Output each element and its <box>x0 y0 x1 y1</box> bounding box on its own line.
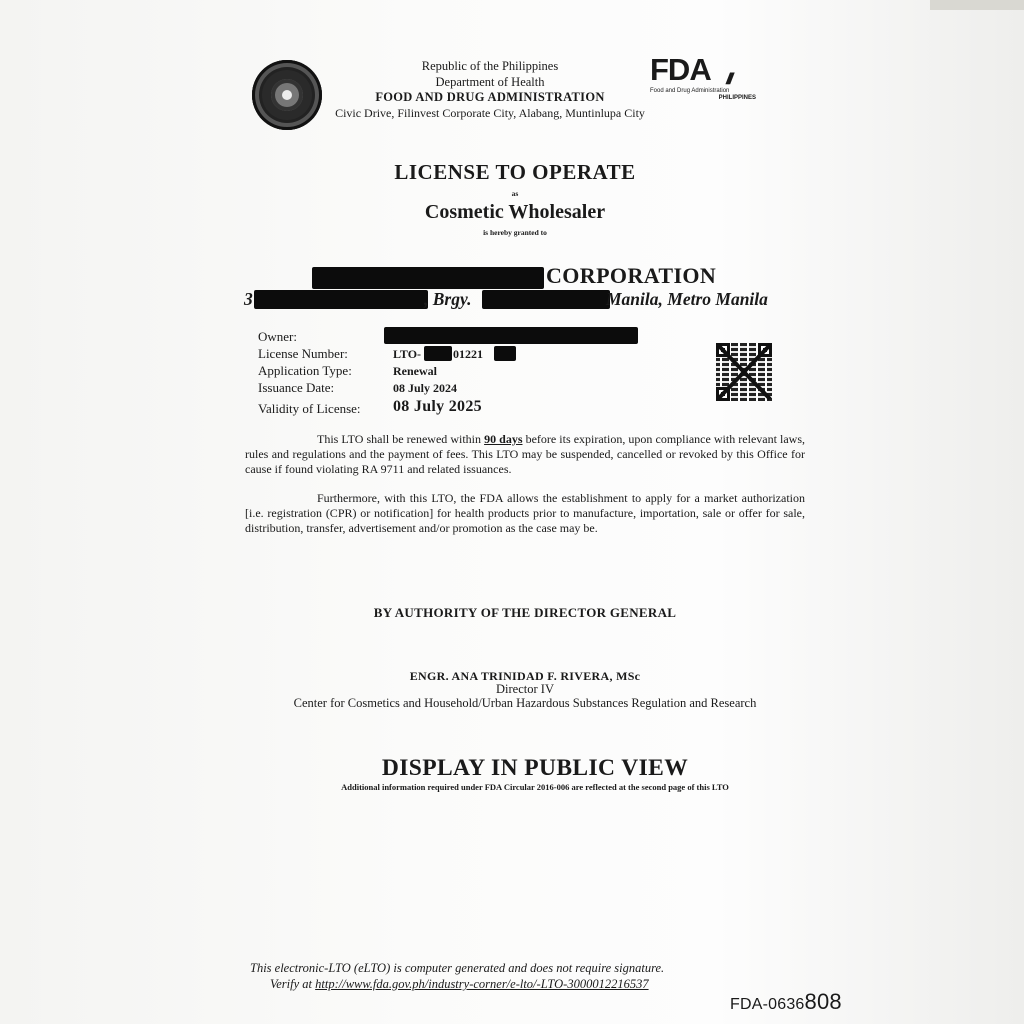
header-address: Civic Drive, Filinvest Corporate City, Alabang, Muntinlupa City <box>335 105 645 120</box>
authorization-paragraph: Furthermore, with this LTO, the FDA allows the establishment to apply for a market authorization [i.e. registration (CPR) or notification] for health products prior to manufacture, importation, sale or offer for sale, distribution, transfer, advertisement and/or promotion as the case may be. <box>245 491 805 535</box>
address-brgy: , Brgy. <box>424 289 472 309</box>
title-granted: is hereby granted to <box>483 228 547 237</box>
validity-label: Validity of License: <box>258 401 361 416</box>
header-agency: FOOD AND DRUG ADMINISTRATION <box>375 90 605 104</box>
footer-verify <box>270 977 649 992</box>
authority-line: BY AUTHORITY OF THE DIRECTOR GENERAL <box>373 605 677 620</box>
renewal-days: 90 days <box>484 432 523 446</box>
display-note: Additional information required under FDA Circular 2016-006 are reflected at the second page of this LTO <box>341 782 729 792</box>
company-name-suffix: CORPORATION <box>546 263 717 288</box>
application-type-label: Application Type: <box>258 363 352 378</box>
issuance-date-value: 08 July 2024 <box>393 381 458 395</box>
display-heading: DISPLAY IN PUBLIC VIEW <box>381 755 689 781</box>
license-number-label: License Number: <box>258 346 348 361</box>
control-number <box>730 989 842 1015</box>
signatory-position: Director IV <box>496 682 554 696</box>
redaction-owner <box>384 327 638 344</box>
header-block <box>320 59 660 121</box>
license-category: Cosmetic Wholesaler <box>424 201 606 223</box>
doh-seal-logo <box>252 60 322 130</box>
qr-strikeout-icon <box>716 343 772 401</box>
footer-verify-link[interactable]: http://www.fda.gov.ph/industry-corner/e-lto/-LTO-3000012216537 <box>315 977 649 991</box>
redaction-barangay <box>482 290 610 309</box>
fda-logo <box>650 52 762 101</box>
renewal-text-b: before its expiration, upon compliance with relevant laws, rules and regulations and the payment of fees. This LTO may be suspended, cancelled or revoked by this Office for cause if found violating RA 9711 and related issuances. <box>245 432 805 476</box>
redaction-company-name <box>312 267 544 289</box>
footer-verify-prefix: Verify at <box>270 977 316 991</box>
signatory-name: ENGR. ANA TRINIDAD F. RIVERA, MSc <box>409 669 641 683</box>
redaction-street <box>254 290 428 309</box>
validity-value: 08 July 2025 <box>393 398 482 415</box>
redaction-license-b <box>494 346 516 361</box>
control-number-prefix: FDA-0636 <box>730 996 805 1013</box>
footer-elto-note: This electronic-LTO (eLTO) is computer generated and does not require signature. <box>250 961 665 975</box>
qr-code-icon <box>716 343 772 401</box>
control-number-suffix: 808 <box>804 989 842 1014</box>
header-department: Department of Health <box>435 74 545 89</box>
paper-edge <box>930 0 1024 10</box>
license-number-mid: 01221 <box>453 347 483 361</box>
renewal-paragraph <box>245 432 805 477</box>
header-republic: Republic of the Philippines <box>421 59 559 73</box>
owner-label: Owner: <box>258 329 297 344</box>
address-city: Manila, Metro Manila <box>606 289 768 309</box>
license-title: LICENSE TO OPERATE <box>394 160 636 184</box>
fda-logo-subtitle: Food and Drug Administration <box>650 88 730 94</box>
issuance-date-label: Issuance Date: <box>258 380 335 395</box>
application-type-value: Renewal <box>393 364 437 378</box>
title-as: as <box>511 189 519 198</box>
fda-logo-country: PHILIPPINES <box>718 94 756 101</box>
redaction-license-a <box>424 346 452 361</box>
license-number-prefix: LTO- <box>393 347 422 361</box>
fda-logo-text: FDA <box>650 52 711 87</box>
signatory-center: Center for Cosmetics and Household/Urban Hazardous Substances Regulation and Research <box>293 696 757 710</box>
address-number: 3 <box>244 289 253 309</box>
renewal-text-a: This LTO shall be renewed within <box>317 432 485 446</box>
fda-logo-mark: /// <box>726 71 731 88</box>
